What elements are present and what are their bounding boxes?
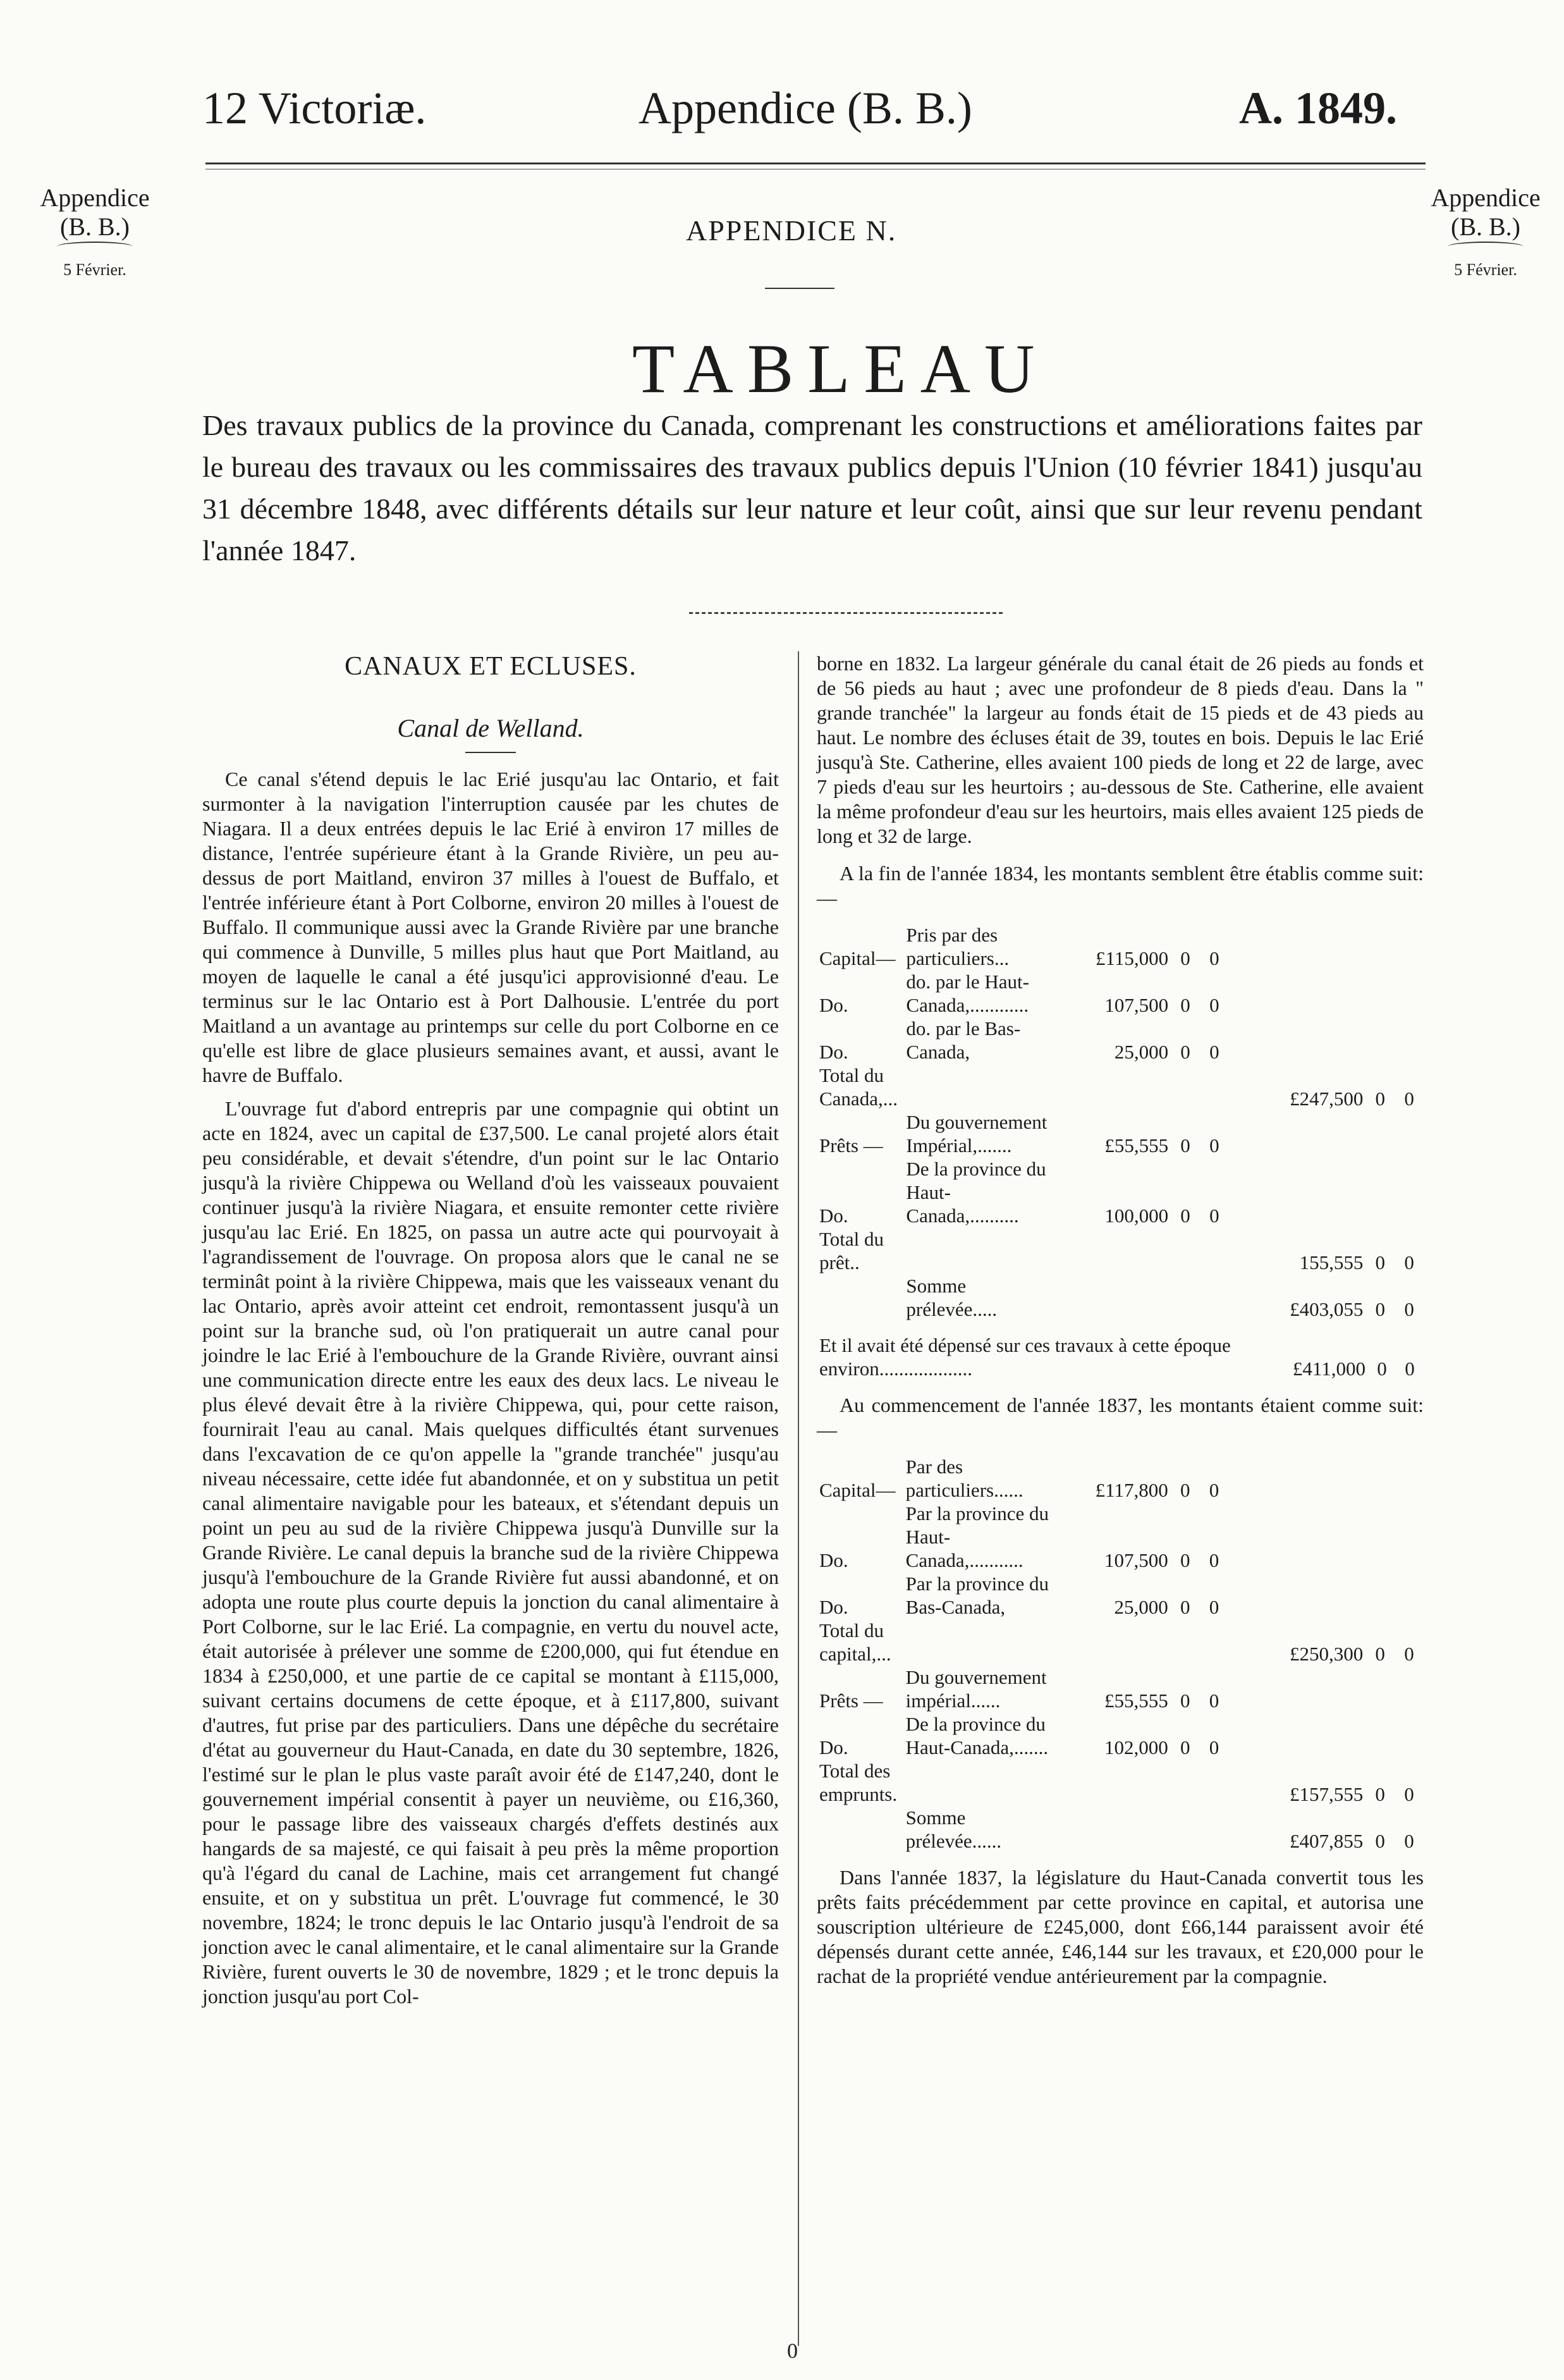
page-number: 0 bbox=[787, 2340, 798, 2363]
row-description: do. par le Bas-Canada, bbox=[906, 1017, 1021, 1063]
row-total: £247,500 bbox=[1290, 1088, 1364, 1110]
row-description bbox=[903, 1619, 1054, 1665]
accounts-table-1837 bbox=[817, 1455, 1424, 1853]
row-shillings: 0 bbox=[1180, 1549, 1190, 1571]
row-description: De la province du Haut-Canada,....... bbox=[905, 1713, 1049, 1758]
brace-icon bbox=[57, 242, 133, 252]
table-row bbox=[817, 1274, 1424, 1321]
paragraph: A la fin de l'année 1834, les montants semblent être établis comme suit:— bbox=[817, 862, 1424, 909]
row-total-shillings: 0 bbox=[1375, 1643, 1385, 1665]
margin-note-left bbox=[25, 183, 164, 279]
row-total-shillings: 0 bbox=[1375, 1830, 1385, 1852]
row-amount: £117,800 bbox=[1095, 1479, 1168, 1501]
row-pence bbox=[1200, 1619, 1229, 1665]
row-shillings bbox=[1171, 1759, 1200, 1806]
row-total: £407,855 bbox=[1289, 1830, 1364, 1852]
row-label: Total des emprunts. bbox=[819, 1760, 898, 1805]
row-description: do. par le Haut-Canada,............ bbox=[906, 971, 1029, 1016]
row-total bbox=[1228, 1712, 1365, 1759]
row-amount bbox=[1053, 1759, 1171, 1806]
header-year: A. 1849. bbox=[1239, 83, 1397, 133]
row-amount: 107,500 bbox=[1104, 994, 1169, 1016]
row-total: £250,300 bbox=[1289, 1643, 1364, 1665]
margin-appendix-code: (B. B.) bbox=[1451, 212, 1520, 241]
row-amount bbox=[1053, 1619, 1171, 1665]
table-row bbox=[817, 1572, 1424, 1619]
paragraph: Ce canal s'étend depuis le lac Erié jusqu'au lac Ontario, et fait surmonter à la navigation l'interruption causée par les chutes de Niagara. Il a deux entrées depuis le lac Erié à environ 17 milles de distance, l'entrée supérieure étant à la Grande Rivière, un peu au-dessus de port Maitland, environ 37 milles à l'ouest de Buffalo, et l'entrée inférieure étant à Port Colborne, environ 20 milles à l'ouest de Buffalo. Il communique aussi avec la Grande Rivière par une branche qui commence à Dunville, 5 milles plus haut que Port Maitland, au moyen de laquelle le canal a été jusqu'ici approvisionné d'eau. Le terminus sur le lac Ontario est à Port Dalhousie. L'entrée du port Maitland a un avantage au printemps sur celle du port Colborne en ce qu'elle est libre de glace plusieurs semaines avant, et aussi, avant le havre de Buffalo. bbox=[202, 768, 779, 1086]
row-amount: £55,555 bbox=[1104, 1134, 1169, 1156]
brace-icon bbox=[1448, 242, 1524, 252]
row-shillings bbox=[1171, 1806, 1200, 1853]
margin-appendix-label: Appendice bbox=[1431, 183, 1541, 212]
expenditure-pence: 0 bbox=[1405, 1358, 1415, 1380]
intro-paragraph: Des travaux publics de la province du Canada, comprenant les constructions et améliorations faites par le bureau des travaux ou les commissaires des travaux publics depuis l'Union (10 février 1841) jusqu'au 31 décembre 1848, avec différents détails sur leur nature et leur coût, ainsi que sur leur revenu pendant l'année 1847. bbox=[202, 409, 1422, 567]
row-pence bbox=[1200, 1274, 1229, 1321]
row-pence: 0 bbox=[1209, 1134, 1219, 1156]
expenditure-text: Et il avait été dépensé sur ces travaux à cette époque environ................... bbox=[819, 1334, 1231, 1380]
row-total-shillings bbox=[1365, 1110, 1395, 1157]
row-total-pence: 0 bbox=[1404, 1298, 1414, 1320]
row-total bbox=[1228, 1502, 1365, 1572]
row-total bbox=[1229, 1110, 1366, 1157]
margin-appendix-code: (B. B.) bbox=[60, 212, 130, 241]
row-amount: 107,500 bbox=[1104, 1549, 1168, 1571]
row-description: Pris par des particuliers... bbox=[906, 924, 1010, 969]
row-shillings: 0 bbox=[1180, 947, 1190, 969]
row-total bbox=[1228, 1455, 1365, 1502]
row-description: Somme prélevée..... bbox=[906, 1275, 998, 1320]
page-title: TABLEAU bbox=[632, 330, 1049, 407]
margin-date: 5 Février. bbox=[63, 261, 126, 279]
table-row bbox=[817, 1759, 1424, 1806]
row-total-shillings bbox=[1365, 1572, 1395, 1619]
row-shillings bbox=[1171, 1274, 1200, 1321]
row-total-shillings: 0 bbox=[1375, 1298, 1385, 1320]
row-description bbox=[903, 1064, 1053, 1110]
table-row bbox=[817, 970, 1424, 1017]
header-session: 12 Victoriæ. bbox=[202, 83, 427, 133]
expenditure-line bbox=[817, 1334, 1424, 1380]
row-label bbox=[817, 1806, 903, 1853]
row-label: Total du prêt.. bbox=[819, 1228, 884, 1273]
row-description: Du gouvernement Impérial,....... bbox=[906, 1111, 1048, 1156]
row-description: De la province du Haut-Canada,.......... bbox=[906, 1158, 1046, 1227]
row-shillings: 0 bbox=[1180, 1479, 1190, 1501]
header-appendix: Appendice (B. B.) bbox=[638, 83, 972, 133]
row-label: Do. bbox=[819, 1736, 848, 1758]
row-description: Par la province du Haut-Canada,........... bbox=[905, 1502, 1049, 1571]
row-total bbox=[1229, 1157, 1366, 1227]
row-pence: 0 bbox=[1209, 947, 1219, 969]
subsection-title: Canal de Welland. bbox=[397, 714, 584, 742]
row-description: Par la province du Bas-Canada, bbox=[905, 1573, 1049, 1618]
row-total-shillings bbox=[1365, 1157, 1395, 1227]
row-shillings: 0 bbox=[1180, 1134, 1190, 1156]
column-divider bbox=[798, 651, 799, 2346]
row-pence bbox=[1200, 1759, 1229, 1806]
ornamental-divider bbox=[689, 612, 1005, 614]
row-shillings: 0 bbox=[1180, 994, 1190, 1016]
row-label: Do. bbox=[819, 1549, 848, 1571]
row-label: Do. bbox=[819, 1596, 848, 1618]
row-pence bbox=[1200, 1806, 1229, 1853]
row-pence: 0 bbox=[1209, 1690, 1219, 1712]
expenditure-shillings: 0 bbox=[1377, 1358, 1387, 1380]
row-amount: 25,000 bbox=[1114, 1596, 1168, 1618]
row-total-shillings: 0 bbox=[1375, 1783, 1385, 1805]
row-label: Total du Canada,... bbox=[819, 1064, 898, 1110]
left-column bbox=[202, 645, 779, 2009]
row-shillings: 0 bbox=[1180, 1690, 1190, 1712]
row-label: Total du capital,... bbox=[819, 1619, 891, 1665]
row-label: Do. bbox=[819, 1205, 848, 1227]
row-amount bbox=[1054, 1064, 1171, 1110]
row-pence: 0 bbox=[1209, 1479, 1219, 1501]
row-description: Du gouvernement impérial...... bbox=[905, 1666, 1047, 1712]
row-total-shillings bbox=[1365, 1455, 1395, 1502]
row-total-pence bbox=[1395, 1017, 1424, 1064]
row-amount bbox=[1054, 1227, 1171, 1274]
row-amount: 102,000 bbox=[1104, 1736, 1168, 1758]
row-total-shillings bbox=[1365, 970, 1395, 1017]
row-total-pence: 0 bbox=[1404, 1830, 1414, 1852]
table-row bbox=[817, 1712, 1424, 1759]
row-label: Capital— bbox=[819, 947, 896, 969]
row-total-pence bbox=[1395, 1157, 1424, 1227]
section-title: CANAUX ET ECLUSES. bbox=[345, 652, 637, 681]
row-amount: £115,000 bbox=[1096, 947, 1169, 969]
header-rule bbox=[205, 163, 1426, 164]
row-total-pence bbox=[1395, 923, 1424, 970]
paragraph: Au commencement de l'année 1837, les montants étaient comme suit:— bbox=[817, 1394, 1424, 1441]
row-shillings: 0 bbox=[1180, 1596, 1190, 1618]
row-amount bbox=[1054, 1274, 1171, 1321]
row-total-shillings bbox=[1365, 923, 1395, 970]
row-total: 155,555 bbox=[1299, 1251, 1364, 1273]
row-shillings bbox=[1171, 1064, 1200, 1110]
expenditure-amount: £411,000 bbox=[1292, 1358, 1365, 1380]
row-total-pence bbox=[1395, 1572, 1424, 1619]
row-total-pence bbox=[1395, 1110, 1424, 1157]
right-column bbox=[817, 651, 1424, 1989]
table-row bbox=[817, 1665, 1424, 1712]
row-description bbox=[903, 1227, 1053, 1274]
row-total-shillings bbox=[1365, 1665, 1395, 1712]
row-total-shillings bbox=[1365, 1712, 1395, 1759]
row-pence: 0 bbox=[1209, 994, 1219, 1016]
row-total bbox=[1228, 1665, 1365, 1712]
row-total bbox=[1229, 923, 1366, 970]
paragraph: L'ouvrage fut d'abord entrepris par une compagnie qui obtint un acte en 1824, avec un capital de £37,500. Le canal projeté alors était peu considérable, et devait s'étendre, d'un point sur le lac Ontario jusqu'à la rivière Chippewa ou Welland d'où les vaisseaux pouvaient continuer jusqu'à la rivière Niagara, et ensuite remonter cette rivière jusqu'au lac Erié. En 1825, on passa un autre acte qui pourvoyait à l'agrandissement de l'ouvrage. On proposa alors que le canal ne se terminât point à la rivière Chippewa, mais que les vaisseaux venant du lac Ontario, après avoir atteint cet endroit, remontassent jusqu'à un point sur la branche sud, où l'on pratiquerait un autre canal pour joindre le lac Erié à l'embouchure de la Grande Rivière, ouvrant ainsi une communication directe entre les eaux des deux lacs. Le niveau le plus élevé devait être à la rivière Chippewa, qui, pour cette raison, fournirait l'eau au canal. Mais quelques difficultés étant survenues dans l'excavation de ce qu'on appelle la "grande tranchée" jusqu'au niveau nécessaire, cette idée fut abandonnée, et on y substitua un petit canal alimentaire navigable pour les bateaux, et s'étendant depuis un point un peu au sud de la rivière Chippewa jusqu'à Dunville sur la Grande Rivière. Le canal depuis la branche sud de la rivière Chippewa jusqu'à l'embouchure de la Grande Rivière fut aussi abandonné, et on adopta une route plus courte depuis la jonction du canal alimentaire à Port Colborne, sur le lac Erié. La compagnie, en vertu du nouvel acte, était autorisée à prélever une somme de £200,000, qui fut étendue en 1834 à £250,000, et une partie de ce capital se montant à £115,000, suivant certains documens de cette époque, et à £117,800, suivant d'autres, fut prise par des particuliers. Dans une dépêche du secrétaire d'état au gouverneur du Haut-Canada, en date du 30 septembre, 1826, l'estimé sur le plan le plus vaste paraît avoir été de £147,240, dont le gouvernement impérial consentit à payer un neuvième, ou £16,360, pour le passage libre des vaisseaux chargés d'effets destinés aux hangards de sa majesté, ce qui faisait à peu près la même proportion qu'à l'égard du canal de Lachine, mais cet arrangement fut changé ensuite, et on y substitua un prêt. L'ouvrage fut commencé, le 30 novembre, 1824; le tronc depuis le lac Ontario jusqu'à l'endroit de sa jonction avec le canal alimentaire, et le canal alimentaire sur la Grande Rivière, furent ouverts le 30 de novembre, 1829 ; et le tronc depuis la jonction jusqu'au port Col- bbox=[202, 1097, 779, 2008]
row-amount: 100,000 bbox=[1104, 1205, 1169, 1227]
row-total-shillings: 0 bbox=[1375, 1088, 1385, 1110]
row-pence bbox=[1200, 1064, 1229, 1110]
row-total-pence: 0 bbox=[1404, 1783, 1414, 1805]
row-pence bbox=[1200, 1227, 1229, 1274]
row-total-pence bbox=[1395, 1712, 1424, 1759]
table-row bbox=[817, 1157, 1424, 1227]
subsection-divider bbox=[465, 752, 516, 753]
table-row bbox=[817, 1110, 1424, 1157]
row-label: Prêts — bbox=[819, 1134, 883, 1156]
table-row bbox=[817, 1619, 1424, 1665]
row-label bbox=[817, 1274, 903, 1321]
title-divider bbox=[765, 288, 834, 289]
row-amount bbox=[1053, 1806, 1171, 1853]
row-total-pence bbox=[1395, 1455, 1424, 1502]
row-shillings: 0 bbox=[1180, 1205, 1190, 1227]
row-shillings: 0 bbox=[1180, 1041, 1190, 1063]
row-total-pence: 0 bbox=[1404, 1251, 1414, 1273]
table-row bbox=[817, 923, 1424, 970]
row-label: Do. bbox=[819, 994, 848, 1016]
row-shillings: 0 bbox=[1180, 1736, 1190, 1758]
paragraph: borne en 1832. La largeur générale du canal était de 26 pieds au fonds et de 56 pieds au haut ; avec une profondeur de 8 pieds d'eau. Dans la " grande tranchée" la largeur au fonds était de 15 pieds et de 43 pieds au haut. Le nombre des écluses était de 39, toutes en bois. Depuis le lac Erié jusqu'à Ste. Catherine, elles avaient 100 pieds de long et 22 de large, avec 7 pieds d'eau sur les heurtoirs ; au-dessous de Ste. Catherine, elle avaient la même profondeur d'eau sur les heurtoirs, mais elles avaient 125 pieds de long et 32 de large. bbox=[817, 652, 1424, 847]
row-description bbox=[903, 1759, 1054, 1806]
margin-note-right bbox=[1416, 183, 1555, 279]
row-total-pence bbox=[1395, 1502, 1424, 1572]
row-pence: 0 bbox=[1209, 1041, 1219, 1063]
row-amount: £55,555 bbox=[1104, 1690, 1168, 1712]
row-pence: 0 bbox=[1209, 1736, 1219, 1758]
table-row bbox=[817, 1455, 1424, 1502]
margin-appendix-label: Appendice bbox=[40, 183, 150, 212]
row-label: Prêts — bbox=[819, 1690, 883, 1712]
row-total bbox=[1229, 1017, 1366, 1064]
appendix-title: APPENDICE N. bbox=[686, 214, 897, 247]
row-description: Par des particuliers...... bbox=[905, 1456, 1023, 1501]
row-label: Do. bbox=[819, 1041, 848, 1063]
row-description: Somme prélevée...... bbox=[905, 1806, 1002, 1852]
row-total-pence: 0 bbox=[1404, 1643, 1414, 1665]
row-total-shillings bbox=[1365, 1017, 1395, 1064]
table-row bbox=[817, 1806, 1424, 1853]
row-total-shillings bbox=[1365, 1502, 1395, 1572]
row-total: £403,055 bbox=[1290, 1298, 1364, 1320]
accounts-table-1834 bbox=[817, 923, 1424, 1321]
row-total bbox=[1228, 1572, 1365, 1619]
paragraph: Dans l'année 1837, la législature du Haut-Canada convertit tous les prêts faits précédemment par cette province en capital, et autorisa une souscription ultérieure de £245,000, dont £66,144 paraissent avoir été dépensés durant cette année, £46,144 sur les travaux, et £20,000 pour le rachat de la propriété vendue antérieurement par la compagnie. bbox=[817, 1866, 1424, 1987]
row-amount: 25,000 bbox=[1114, 1041, 1169, 1063]
row-total-pence: 0 bbox=[1404, 1088, 1414, 1110]
row-pence: 0 bbox=[1209, 1549, 1219, 1571]
table-row bbox=[817, 1227, 1424, 1274]
row-shillings bbox=[1171, 1227, 1200, 1274]
table-row bbox=[817, 1017, 1424, 1064]
table-row bbox=[817, 1064, 1424, 1110]
row-total bbox=[1229, 970, 1366, 1017]
row-total: £157,555 bbox=[1289, 1783, 1364, 1805]
table-row bbox=[817, 1502, 1424, 1572]
row-total-pence bbox=[1395, 1665, 1424, 1712]
margin-date: 5 Février. bbox=[1454, 261, 1517, 279]
row-shillings bbox=[1171, 1619, 1200, 1665]
row-total-pence bbox=[1395, 970, 1424, 1017]
row-pence: 0 bbox=[1209, 1596, 1219, 1618]
row-total-shillings: 0 bbox=[1375, 1251, 1385, 1273]
row-pence: 0 bbox=[1209, 1205, 1219, 1227]
row-label: Capital— bbox=[819, 1479, 896, 1501]
